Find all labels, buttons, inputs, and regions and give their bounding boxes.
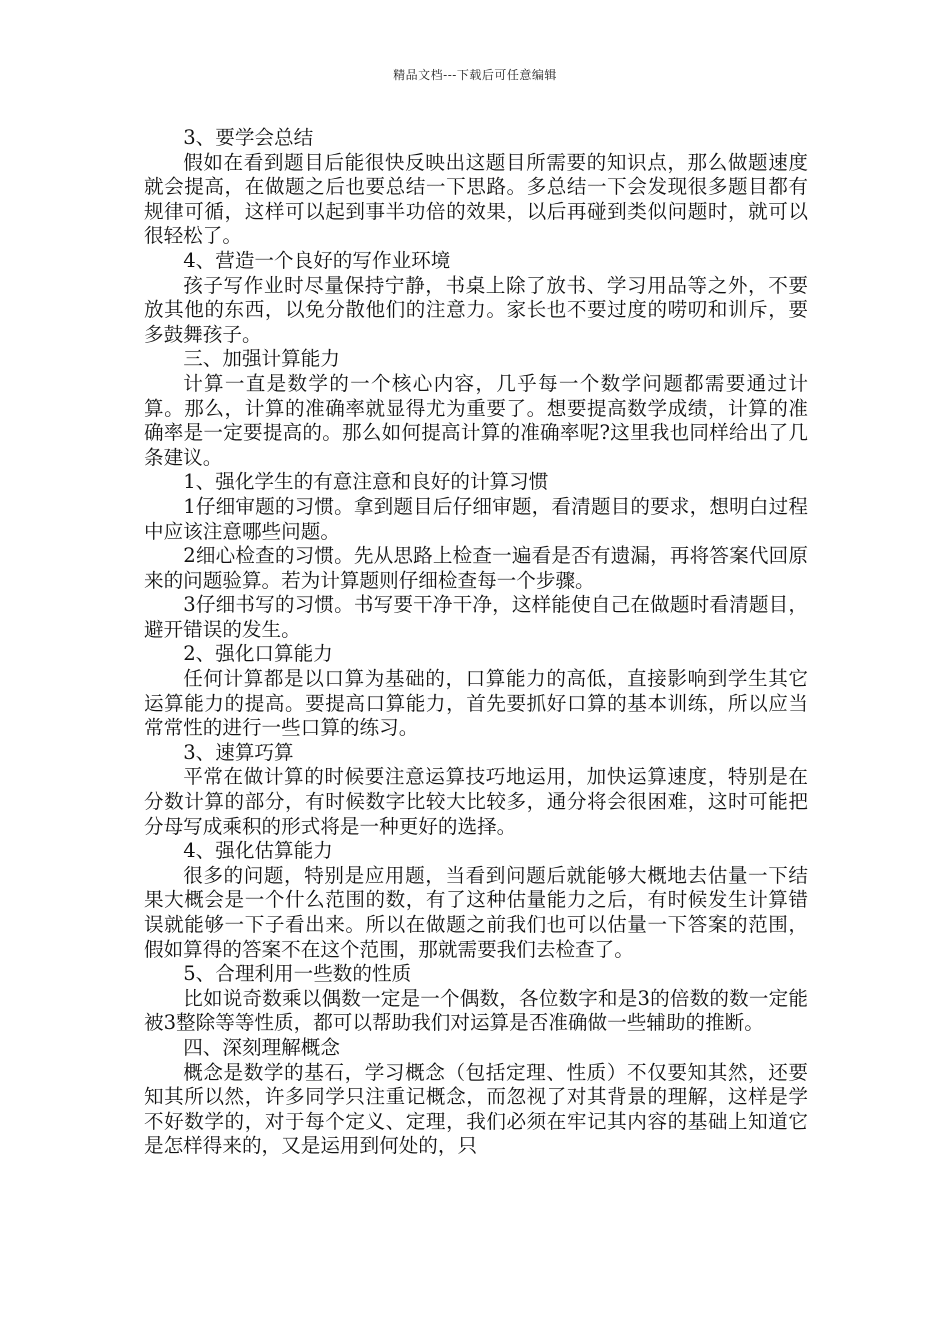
paragraph-calculation: 计算一直是数学的一个核心内容，几乎每一个数学问题都需要通过计算。那么，计算的准确率就显得尤为重要了。想要提高数学成绩，计算的准确率是一定要提高的。那么如何提高计算的准确率呢?这里我也同样给出了几条建议。 bbox=[144, 371, 808, 469]
paragraph-habit-1: 1仔细审题的习惯。拿到题目后仔细审题，看清题目的要求，想明白过程中应该注意哪些问题。 bbox=[144, 494, 808, 543]
paragraph-habit-3: 3仔细书写的习惯。书写要干净干净，这样能使自己在做题时看清题目，避开错误的发生。 bbox=[144, 593, 808, 641]
paragraph-summarize: 假如在看到题目后能很快反映出这题目所需要的知识点，那么做题速度就会提高，在做题之后也要总结一下思路。多总结一下会发现很多题目都有规律可循，这样可以起到事半功倍的效果，以后再碰到类似问题时，就可以很轻松了。 bbox=[144, 150, 808, 248]
paragraph-quick-calculation: 平常在做计算的时候要注意运算技巧地运用，加快运算速度，特别是在分数计算的部分，有时候数字比较大比较多，通分将会很困难，这时可能把分母写成乘积的形式将是一种更好的选择。 bbox=[144, 765, 808, 838]
document-body bbox=[144, 126, 808, 1159]
heading-number-properties: 5、合理利用一些数的性质 bbox=[183, 962, 412, 986]
heading-summarize: 3、要学会总结 bbox=[183, 126, 314, 149]
paragraph-concepts: 概念是数学的基石，学习概念（包括定理、性质）不仅要知其然，还要知其所以然，许多同学只注重记概念，而忽视了对其背景的理解，这样是学不好数学的，对于每个定义、定理，我们必须在牢记其内容的基础上知道它是怎样得来的，又是运用到何处的，只 bbox=[144, 1060, 808, 1158]
paragraph-mental-arithmetic: 任何计算都是以口算为基础的，口算能力的高低，直接影响到学生其它运算能力的提高。要提高口算能力，首先要抓好口算的基本训练，所以应当常常性的进行一些口算的练习。 bbox=[144, 667, 808, 740]
paragraph-habit-2: 2细心检查的习惯。先从思路上检查一遍看是否有遗漏，再将答案代回原来的问题验算。若为计算题则仔细检查每一个步骤。 bbox=[144, 544, 808, 592]
heading-mental-arithmetic: 2、强化口算能力 bbox=[183, 642, 333, 666]
section-heading-concepts: 四、深刻理解概念 bbox=[183, 1035, 340, 1059]
paragraph-number-properties: 比如说奇数乘以偶数一定是一个偶数，各位数字和是3的倍数的数一定能被3整除等等性质，都可以帮助我们对运算是否准确做一些辅助的推断。 bbox=[144, 986, 808, 1035]
heading-homework-environment: 4、营造一个良好的写作业环境 bbox=[183, 248, 451, 272]
heading-quick-calculation: 3、速算巧算 bbox=[183, 740, 294, 764]
paragraph-estimation: 很多的问题，特别是应用题，当看到问题后就能够大概地去估量一下结果大概会是一个什么范围的数，有了这种估量能力之后，有时候发生计算错误就能够一下子看出来。所以在做题之前我们也可以估量一下答案的范围，假如算得的答案不在这个范围，那就需要我们去检查了。 bbox=[144, 863, 808, 961]
heading-calculation-habits: 1、强化学生的有意注意和良好的计算习惯 bbox=[183, 470, 549, 494]
paragraph-homework-environment: 孩子写作业时尽量保持宁静，书桌上除了放书、学习用品等之外，不要放其他的东西，以免分散他们的注意力。家长也不要过度的唠叨和训斥，要多鼓舞孩子。 bbox=[144, 273, 808, 346]
section-heading-calculation: 三、加强计算能力 bbox=[183, 347, 340, 371]
heading-estimation: 4、强化估算能力 bbox=[183, 839, 333, 863]
page-header: 精品文档---下载后可任意编辑 bbox=[393, 68, 557, 82]
